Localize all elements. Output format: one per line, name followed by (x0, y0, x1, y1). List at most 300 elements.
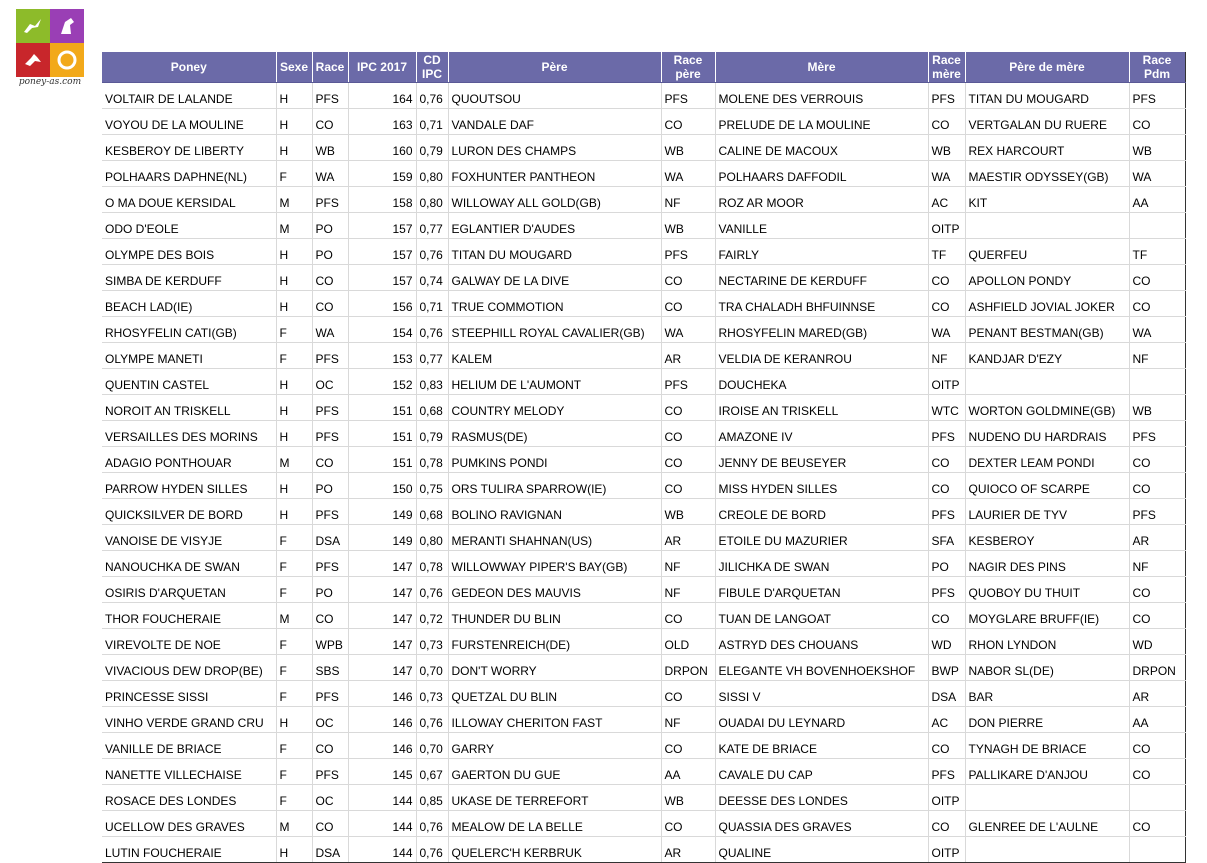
cell-mere: ETOILE DU MAZURIER (715, 525, 928, 551)
cell-pere-de-mere: APOLLON PONDY (965, 265, 1129, 291)
col-header-cd-ipc-line1: CD (423, 53, 441, 67)
cell-pere: TITAN DU MOUGARD (448, 239, 661, 265)
cell-ipc-2017: 146 (348, 681, 416, 707)
cell-sexe: H (276, 291, 312, 317)
cell-race-mere: BWP (928, 655, 965, 681)
table-row[interactable] (102, 421, 1185, 447)
cell-mere: QUALINE (715, 837, 928, 863)
cell-race-pdm: AA (1129, 187, 1185, 213)
cell-mere: CREOLE DE BORD (715, 499, 928, 525)
table-row[interactable] (102, 369, 1185, 395)
cell-race-pdm: AA (1129, 707, 1185, 733)
cell-mere: PRELUDE DE LA MOULINE (715, 109, 928, 135)
cell-race: CO (312, 291, 348, 317)
cell-mere: DEESSE DES LONDES (715, 785, 928, 811)
cell-race-mere: CO (928, 603, 965, 629)
cell-race: PFS (312, 343, 348, 369)
cell-pere: WILLOWWAY PIPER'S BAY(GB) (448, 551, 661, 577)
cell-race: CO (312, 265, 348, 291)
cell-mere: NECTARINE DE KERDUFF (715, 265, 928, 291)
cell-mere: CALINE DE MACOUX (715, 135, 928, 161)
cell-cd-ipc: 0,78 (416, 551, 448, 577)
cell-cd-ipc: 0,76 (416, 837, 448, 863)
cell-race: PO (312, 577, 348, 603)
cell-race-mere: CO (928, 447, 965, 473)
cell-poney: SIMBA DE KERDUFF (102, 265, 276, 291)
cell-sexe: F (276, 317, 312, 343)
cell-poney: OLYMPE DES BOIS (102, 239, 276, 265)
table-row[interactable] (102, 213, 1185, 239)
cell-race-mere: NF (928, 343, 965, 369)
cell-race: WB (312, 135, 348, 161)
col-header-sexe[interactable]: Sexe (276, 52, 312, 83)
cell-cd-ipc: 0,80 (416, 161, 448, 187)
cell-mere: POLHAARS DAFFODIL (715, 161, 928, 187)
cell-mere: DOUCHEKA (715, 369, 928, 395)
cell-mere: ELEGANTE VH BOVENHOEKSHOF (715, 655, 928, 681)
cell-sexe: H (276, 135, 312, 161)
cell-race-pere: CO (661, 681, 715, 707)
cell-poney: VERSAILLES DES MORINS (102, 421, 276, 447)
cell-sexe: H (276, 473, 312, 499)
cell-race-pdm: CO (1129, 265, 1185, 291)
cell-poney: VINHO VERDE GRAND CRU (102, 707, 276, 733)
cell-race-pere: CO (661, 447, 715, 473)
table-row[interactable] (102, 161, 1185, 187)
cell-ipc-2017: 146 (348, 733, 416, 759)
cell-mere: OUADAI DU LEYNARD (715, 707, 928, 733)
cell-ipc-2017: 145 (348, 759, 416, 785)
cell-race-pere: CO (661, 109, 715, 135)
cell-race-pere: NF (661, 551, 715, 577)
cell-race-pere: AR (661, 343, 715, 369)
cell-poney: NOROIT AN TRISKELL (102, 395, 276, 421)
cell-poney: POLHAARS DAPHNE(NL) (102, 161, 276, 187)
cell-race-pdm: CO (1129, 109, 1185, 135)
cell-mere: MISS HYDEN SILLES (715, 473, 928, 499)
cell-cd-ipc: 0,71 (416, 109, 448, 135)
col-header-race-mere[interactable] (928, 52, 965, 83)
cell-pere-de-mere (965, 785, 1129, 811)
cell-poney: OSIRIS D'ARQUETAN (102, 577, 276, 603)
cell-pere: ORS TULIRA SPARROW(IE) (448, 473, 661, 499)
cell-race-pdm: PFS (1129, 83, 1185, 109)
cell-sexe: H (276, 499, 312, 525)
cell-cd-ipc: 0,80 (416, 187, 448, 213)
cell-race: OC (312, 785, 348, 811)
cell-race: DSA (312, 525, 348, 551)
col-header-race-mere-line1: Race (932, 53, 961, 67)
cell-pere: GAERTON DU GUE (448, 759, 661, 785)
cell-cd-ipc: 0,77 (416, 213, 448, 239)
cell-pere: GARRY (448, 733, 661, 759)
table-row[interactable] (102, 681, 1185, 707)
cell-sexe: M (276, 603, 312, 629)
cell-race: PFS (312, 83, 348, 109)
cell-cd-ipc: 0,76 (416, 811, 448, 837)
cell-pere-de-mere (965, 369, 1129, 395)
cell-race-pere: WA (661, 161, 715, 187)
cell-race: WA (312, 161, 348, 187)
cell-mere: IROISE AN TRISKELL (715, 395, 928, 421)
cell-race: PO (312, 239, 348, 265)
cell-sexe: F (276, 551, 312, 577)
table-row[interactable] (102, 239, 1185, 265)
cell-cd-ipc: 0,80 (416, 525, 448, 551)
table-row[interactable] (102, 447, 1185, 473)
cell-race-mere: TF (928, 239, 965, 265)
cell-pere-de-mere: QUOBOY DU THUIT (965, 577, 1129, 603)
cell-race-pdm (1129, 837, 1185, 863)
cell-race-mere: OITP (928, 837, 965, 863)
cell-race-pere: CO (661, 733, 715, 759)
cell-cd-ipc: 0,74 (416, 265, 448, 291)
cell-poney: ROSACE DES LONDES (102, 785, 276, 811)
cell-pere: QUELERC'H KERBRUK (448, 837, 661, 863)
cell-poney: VOYOU DE LA MOULINE (102, 109, 276, 135)
table-header-row (102, 52, 1185, 83)
col-header-ipc-2017[interactable]: IPC 2017 (348, 52, 416, 83)
cell-race-pere: DRPON (661, 655, 715, 681)
cell-race-pdm (1129, 213, 1185, 239)
cell-sexe: H (276, 395, 312, 421)
col-header-cd-ipc-line2: IPC (421, 67, 442, 81)
col-header-pere[interactable]: Père (448, 52, 661, 83)
cell-pere-de-mere: GLENREE DE L'AULNE (965, 811, 1129, 837)
cell-mere: ASTRYD DES CHOUANS (715, 629, 928, 655)
table-row[interactable] (102, 317, 1185, 343)
cell-race: CO (312, 733, 348, 759)
cell-race: PFS (312, 551, 348, 577)
cell-cd-ipc: 0,76 (416, 707, 448, 733)
cell-race-pere: CO (661, 265, 715, 291)
cell-ipc-2017: 158 (348, 187, 416, 213)
cell-cd-ipc: 0,73 (416, 681, 448, 707)
cell-race-mere: CO (928, 733, 965, 759)
cell-ipc-2017: 149 (348, 499, 416, 525)
cell-pere: DON'T WORRY (448, 655, 661, 681)
table-row[interactable] (102, 655, 1185, 681)
cell-sexe: F (276, 681, 312, 707)
cell-ipc-2017: 144 (348, 785, 416, 811)
table-row[interactable] (102, 707, 1185, 733)
col-header-mere[interactable]: Mère (715, 52, 928, 83)
cell-pere: GEDEON DES MAUVIS (448, 577, 661, 603)
cell-sexe: F (276, 525, 312, 551)
cell-race-pere: AR (661, 837, 715, 863)
col-header-race-pere-line1: Race (673, 53, 703, 67)
cell-race-pdm: WD (1129, 629, 1185, 655)
cell-cd-ipc: 0,76 (416, 239, 448, 265)
cell-pere: PUMKINS PONDI (448, 447, 661, 473)
cell-pere-de-mere: TITAN DU MOUGARD (965, 83, 1129, 109)
cell-pere: BOLINO RAVIGNAN (448, 499, 661, 525)
cell-pere-de-mere: LAURIER DE TYV (965, 499, 1129, 525)
cell-poney: QUENTIN CASTEL (102, 369, 276, 395)
cell-sexe: M (276, 213, 312, 239)
cell-poney: VANILLE DE BRIACE (102, 733, 276, 759)
cell-race-mere: OITP (928, 369, 965, 395)
col-header-race-mere-line2: mère (932, 67, 961, 81)
cell-cd-ipc: 0,76 (416, 577, 448, 603)
cell-sexe: M (276, 447, 312, 473)
cell-pere-de-mere: MOYGLARE BRUFF(IE) (965, 603, 1129, 629)
cell-race-pdm: PFS (1129, 499, 1185, 525)
cell-race-pere: PFS (661, 83, 715, 109)
cell-pere-de-mere: VERTGALAN DU RUERE (965, 109, 1129, 135)
table-row[interactable] (102, 603, 1185, 629)
cell-race: CO (312, 811, 348, 837)
cell-mere: CAVALE DU CAP (715, 759, 928, 785)
cell-ipc-2017: 154 (348, 317, 416, 343)
cell-sexe: F (276, 161, 312, 187)
cell-pere: MERANTI SHAHNAN(US) (448, 525, 661, 551)
cell-race-pdm: WB (1129, 395, 1185, 421)
cell-mere: KATE DE BRIACE (715, 733, 928, 759)
cell-cd-ipc: 0,68 (416, 499, 448, 525)
cell-pere: QUETZAL DU BLIN (448, 681, 661, 707)
cell-pere: QUOUTSOU (448, 83, 661, 109)
cell-race-pere: WB (661, 499, 715, 525)
cell-poney: VIVACIOUS DEW DROP(BE) (102, 655, 276, 681)
cell-sexe: H (276, 369, 312, 395)
col-header-pere-de-mere[interactable]: Père de mère (965, 52, 1129, 83)
cell-cd-ipc: 0,76 (416, 83, 448, 109)
table-row[interactable] (102, 343, 1185, 369)
col-header-cd-ipc[interactable] (416, 52, 448, 83)
cell-race-pere: CO (661, 603, 715, 629)
cell-pere-de-mere: MAESTIR ODYSSEY(GB) (965, 161, 1129, 187)
cell-mere: ROZ AR MOOR (715, 187, 928, 213)
cell-race-mere: PO (928, 551, 965, 577)
cell-sexe: F (276, 629, 312, 655)
logo-text: poney-as.com (18, 77, 82, 87)
table-row[interactable] (102, 395, 1185, 421)
table-row[interactable] (102, 291, 1185, 317)
cell-race-mere: CO (928, 265, 965, 291)
cell-sexe: M (276, 187, 312, 213)
logo-rider-icon (16, 43, 50, 77)
table-row[interactable] (102, 629, 1185, 655)
cell-ipc-2017: 151 (348, 395, 416, 421)
cell-race: PO (312, 213, 348, 239)
cell-cd-ipc: 0,73 (416, 629, 448, 655)
cell-ipc-2017: 157 (348, 239, 416, 265)
cell-ipc-2017: 160 (348, 135, 416, 161)
cell-pere-de-mere (965, 837, 1129, 863)
cell-race-pere: NF (661, 577, 715, 603)
cell-race-pdm: CO (1129, 759, 1185, 785)
table-row[interactable] (102, 759, 1185, 785)
cell-cd-ipc: 0,76 (416, 317, 448, 343)
table-row[interactable] (102, 525, 1185, 551)
table-row[interactable] (102, 135, 1185, 161)
cell-ipc-2017: 159 (348, 161, 416, 187)
col-header-race-pdm[interactable] (1129, 52, 1185, 83)
table-row[interactable] (102, 785, 1185, 811)
cell-race-mere: PFS (928, 83, 965, 109)
cell-sexe: H (276, 239, 312, 265)
cell-pere: EGLANTIER D'AUDES (448, 213, 661, 239)
cell-mere: VELDIA DE KERANROU (715, 343, 928, 369)
cell-pere-de-mere: NAGIR DES PINS (965, 551, 1129, 577)
cell-race-mere: CO (928, 291, 965, 317)
cell-sexe: F (276, 785, 312, 811)
cell-pere: ILLOWAY CHERITON FAST (448, 707, 661, 733)
table-row[interactable] (102, 499, 1185, 525)
table-row[interactable] (102, 187, 1185, 213)
cell-poney: VOLTAIR DE LALANDE (102, 83, 276, 109)
cell-race-pere: AA (661, 759, 715, 785)
table-row[interactable] (102, 811, 1185, 837)
cell-sexe: F (276, 733, 312, 759)
cell-race-mere: DSA (928, 681, 965, 707)
cell-pere-de-mere: PALLIKARE D'ANJOU (965, 759, 1129, 785)
cell-mere: FIBULE D'ARQUETAN (715, 577, 928, 603)
cell-race: CO (312, 109, 348, 135)
table-row[interactable] (102, 551, 1185, 577)
cell-sexe: H (276, 109, 312, 135)
cell-race: PO (312, 473, 348, 499)
logo-horseshoe-icon (50, 43, 84, 77)
cell-sexe: M (276, 811, 312, 837)
cell-race-mere: AC (928, 187, 965, 213)
cell-ipc-2017: 152 (348, 369, 416, 395)
cell-race-pdm: CO (1129, 811, 1185, 837)
cell-sexe: F (276, 655, 312, 681)
cell-pere-de-mere: NABOR SL(DE) (965, 655, 1129, 681)
cell-race-pdm: AR (1129, 525, 1185, 551)
cell-race-mere: WB (928, 135, 965, 161)
cell-poney: PRINCESSE SISSI (102, 681, 276, 707)
cell-pere: THUNDER DU BLIN (448, 603, 661, 629)
cell-race: PFS (312, 421, 348, 447)
cell-cd-ipc: 0,79 (416, 135, 448, 161)
cell-pere-de-mere: QUIOCO OF SCARPE (965, 473, 1129, 499)
cell-sexe: H (276, 265, 312, 291)
table-row[interactable] (102, 265, 1185, 291)
cell-cd-ipc: 0,71 (416, 291, 448, 317)
cell-race: WA (312, 317, 348, 343)
cell-pere-de-mere: PENANT BESTMAN(GB) (965, 317, 1129, 343)
cell-mere: FAIRLY (715, 239, 928, 265)
cell-cd-ipc: 0,70 (416, 733, 448, 759)
cell-pere-de-mere: QUERFEU (965, 239, 1129, 265)
cell-pere: KALEM (448, 343, 661, 369)
cell-race-pdm: CO (1129, 577, 1185, 603)
cell-pere-de-mere: NUDENO DU HARDRAIS (965, 421, 1129, 447)
cell-race-mere: CO (928, 109, 965, 135)
cell-pere-de-mere (965, 213, 1129, 239)
cell-race-pere: CO (661, 291, 715, 317)
cell-race-mere: PFS (928, 499, 965, 525)
cell-mere: TRA CHALADH BHFUINNSE (715, 291, 928, 317)
col-header-race-pere-line2: père (675, 67, 701, 81)
cell-pere-de-mere: REX HARCOURT (965, 135, 1129, 161)
cell-race: PFS (312, 681, 348, 707)
cell-race-pdm: CO (1129, 603, 1185, 629)
cell-race-mere: AC (928, 707, 965, 733)
cell-pere-de-mere: DEXTER LEAM PONDI (965, 447, 1129, 473)
cell-race-pdm: NF (1129, 343, 1185, 369)
cell-race-pere: AR (661, 525, 715, 551)
cell-ipc-2017: 153 (348, 343, 416, 369)
table-row[interactable] (102, 473, 1185, 499)
cell-race-pere: NF (661, 187, 715, 213)
table-row[interactable] (102, 577, 1185, 603)
cell-poney: KESBEROY DE LIBERTY (102, 135, 276, 161)
cell-race-mere: CO (928, 811, 965, 837)
cell-poney: UCELLOW DES GRAVES (102, 811, 276, 837)
cell-poney: NANOUCHKA DE SWAN (102, 551, 276, 577)
cell-race-pdm: CO (1129, 733, 1185, 759)
cell-race: WPB (312, 629, 348, 655)
logo-tiles (16, 9, 84, 77)
cell-poney: VIREVOLTE DE NOE (102, 629, 276, 655)
cell-pere: STEEPHILL ROYAL CAVALIER(GB) (448, 317, 661, 343)
table-row[interactable] (102, 733, 1185, 759)
cell-sexe: H (276, 837, 312, 863)
cell-cd-ipc: 0,78 (416, 447, 448, 473)
cell-race-pdm: CO (1129, 447, 1185, 473)
cell-mere: QUASSIA DES GRAVES (715, 811, 928, 837)
cell-race-mere: PFS (928, 759, 965, 785)
cell-race-pdm (1129, 369, 1185, 395)
cell-race-mere: WA (928, 161, 965, 187)
cell-race-pdm: WA (1129, 161, 1185, 187)
cell-pere-de-mere: ASHFIELD JOVIAL JOKER (965, 291, 1129, 317)
cell-ipc-2017: 147 (348, 551, 416, 577)
cell-pere: WILLOWAY ALL GOLD(GB) (448, 187, 661, 213)
cell-race-mere: SFA (928, 525, 965, 551)
cell-mere: MOLENE DES VERROUIS (715, 83, 928, 109)
cell-race-pdm: NF (1129, 551, 1185, 577)
cell-mere: TUAN DE LANGOAT (715, 603, 928, 629)
cell-ipc-2017: 144 (348, 811, 416, 837)
col-header-race[interactable]: Race (312, 52, 348, 83)
col-header-race-pere[interactable] (661, 52, 715, 83)
cell-ipc-2017: 164 (348, 83, 416, 109)
cell-cd-ipc: 0,77 (416, 343, 448, 369)
table-row[interactable] (102, 837, 1185, 863)
cell-race-pdm: WA (1129, 317, 1185, 343)
table-row[interactable] (102, 83, 1185, 109)
logo-horse-head-icon (50, 9, 84, 43)
cell-race-pere: WA (661, 317, 715, 343)
cell-race-mere: OITP (928, 213, 965, 239)
cell-race-mere: CO (928, 473, 965, 499)
cell-pere: RASMUS(DE) (448, 421, 661, 447)
col-header-poney[interactable]: Poney (102, 52, 276, 83)
cell-mere: VANILLE (715, 213, 928, 239)
cell-race: CO (312, 447, 348, 473)
cell-race-pere: WB (661, 213, 715, 239)
cell-pere-de-mere: KESBEROY (965, 525, 1129, 551)
cell-race-mere: WD (928, 629, 965, 655)
cell-poney: THOR FOUCHERAIE (102, 603, 276, 629)
table-row[interactable] (102, 109, 1185, 135)
cell-race-pere: PFS (661, 369, 715, 395)
cell-race-pere: WB (661, 785, 715, 811)
cell-pere: TRUE COMMOTION (448, 291, 661, 317)
cell-race-pere: WB (661, 135, 715, 161)
cell-race-pere: CO (661, 395, 715, 421)
cell-cd-ipc: 0,70 (416, 655, 448, 681)
cell-sexe: H (276, 707, 312, 733)
cell-poney: NANETTE VILLECHAISE (102, 759, 276, 785)
cell-ipc-2017: 156 (348, 291, 416, 317)
cell-race-pdm: AR (1129, 681, 1185, 707)
